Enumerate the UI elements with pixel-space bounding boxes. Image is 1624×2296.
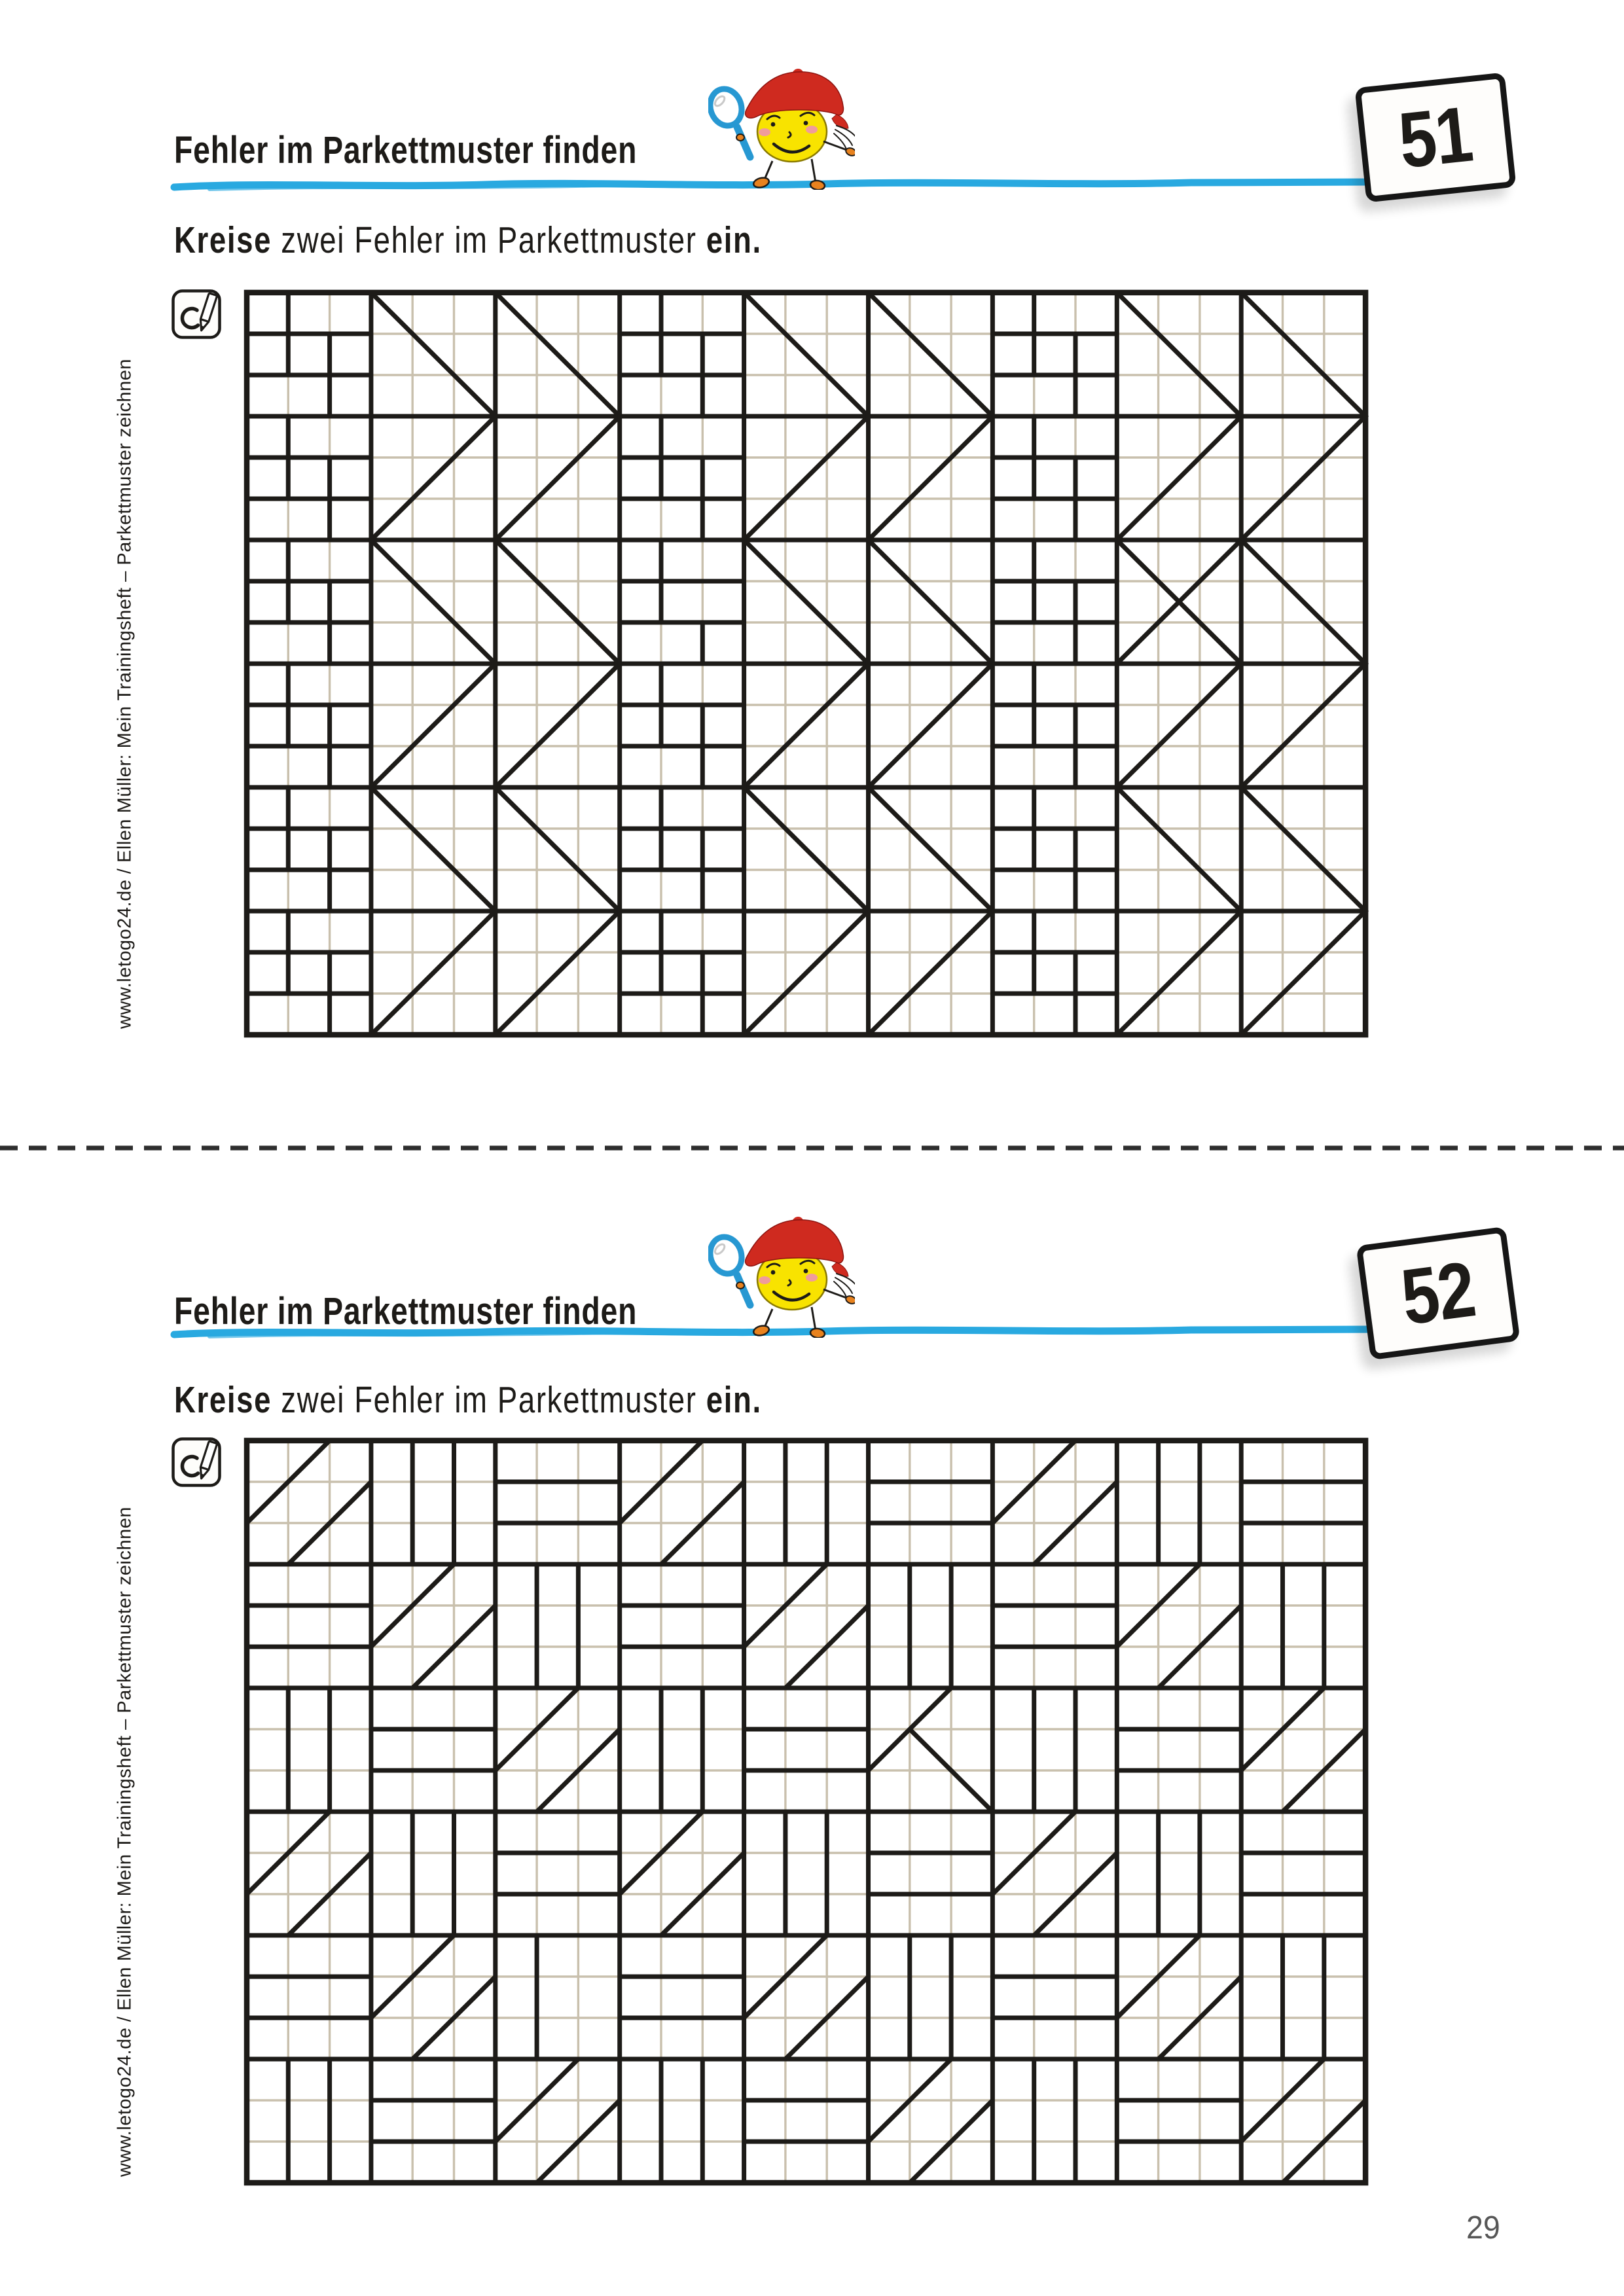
draw-task-pencil-icon bbox=[171, 289, 222, 340]
task-number: 51 bbox=[1395, 90, 1476, 185]
parquet-grid-51 bbox=[244, 289, 1369, 1038]
cut-line-divider bbox=[0, 1144, 1624, 1152]
instruction-middle: zwei Fehler im Parkettmuster bbox=[272, 219, 706, 261]
title-text: Fehler im Parkettmuster finden bbox=[174, 1290, 638, 1333]
instruction-line bbox=[174, 219, 909, 262]
page-number: 29 bbox=[1466, 2210, 1500, 2246]
sidebar-imprint-text: www.letogo24.de / Ellen Müller: Mein Trainingsheft – Parkettmuster zeichnen bbox=[114, 359, 135, 1029]
detective-mascot bbox=[708, 1216, 855, 1338]
instruction-bold-start: Kreise bbox=[174, 1379, 272, 1421]
magnifier-icon bbox=[708, 1229, 750, 1305]
title-text: Fehler im Parkettmuster finden bbox=[174, 129, 638, 171]
instruction-bold-start: Kreise bbox=[174, 219, 272, 261]
parquet-grid-52 bbox=[244, 1437, 1369, 2186]
instruction-middle: zwei Fehler im Parkettmuster bbox=[272, 1379, 706, 1421]
task-number: 52 bbox=[1396, 1245, 1480, 1342]
draw-task-pencil-icon bbox=[171, 1437, 222, 1488]
instruction-line bbox=[174, 1378, 909, 1422]
page-title bbox=[174, 128, 753, 172]
instruction-bold-end: ein. bbox=[706, 219, 762, 261]
instruction-bold-end: ein. bbox=[706, 1379, 762, 1421]
task-number-badge bbox=[1354, 72, 1516, 202]
sidebar-imprint-text: www.letogo24.de / Ellen Müller: Mein Trainingsheft – Parkettmuster zeichnen bbox=[114, 1507, 135, 2177]
detective-mascot bbox=[708, 68, 855, 190]
magnifier-icon bbox=[708, 81, 750, 157]
task-number-badge bbox=[1356, 1227, 1520, 1361]
